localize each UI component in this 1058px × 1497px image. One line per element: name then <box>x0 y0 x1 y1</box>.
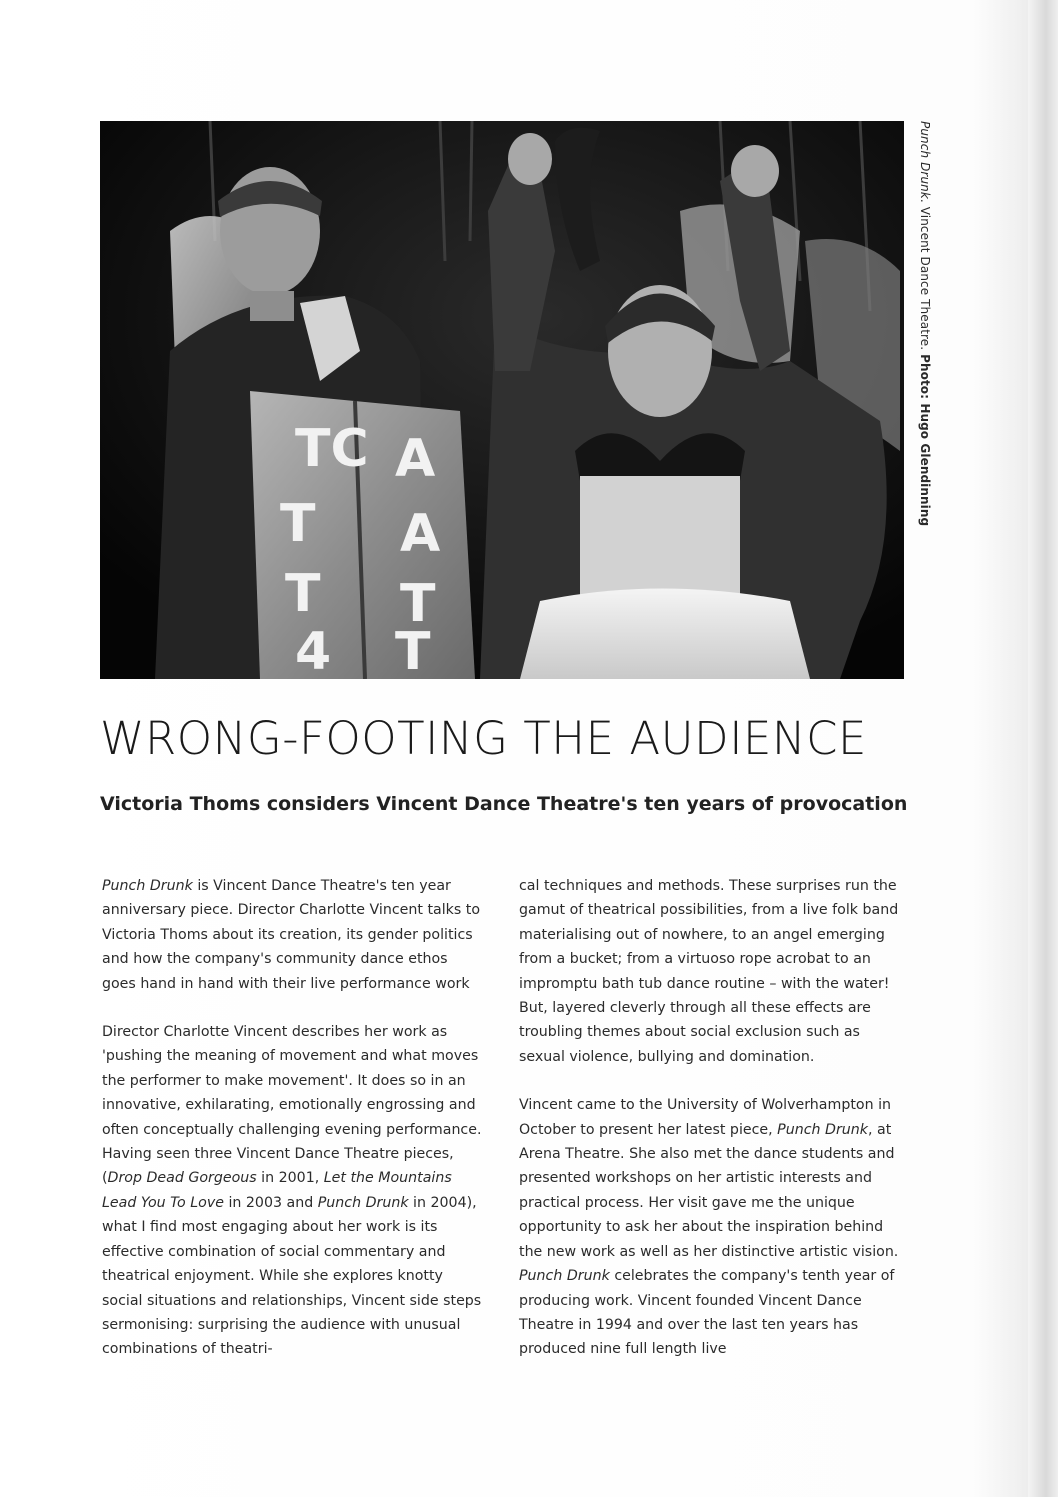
board-letter: T <box>395 622 431 679</box>
work-title: Punch Drunk <box>777 1121 868 1138</box>
board-letter: T <box>285 564 321 624</box>
cardboard-sign <box>250 391 475 679</box>
board-letter: 4 <box>295 622 332 679</box>
body-text: , at Arena Theatre. She also met the dance students and presented workshops on her artistic interests and practical process. Her visit gave me the unique opportunity to ask her about the inspiration behind the new work as well as her distinctive artistic vision. <box>519 1121 899 1260</box>
intro-paragraph <box>102 874 482 996</box>
body-text: celebrates the company's tenth year of producing work. Vincent founded Vincent Dance Theatre in 1994 and over the last ten years has produced nine full length live <box>519 1268 895 1358</box>
article-title: WRONG-FOOTING THE AUDIENCE <box>100 712 867 765</box>
body-paragraph <box>102 1020 482 1362</box>
body-text: in 2004), what I find most engaging about her work is its effective combination of social commentary and theatrical enjoyment. While she explores knotty social situations and relationships, Vincent side steps sermonising: surprising the audience with unusual combinations of theatri- <box>102 1194 482 1358</box>
caption-show-title: Punch Drunk <box>918 121 932 199</box>
body-text: Director Charlotte Vincent describes her work as 'pushing the meaning of movement and what moves the performer to make movement'. It does so in an innovative, exhilarating, emotionally engrossing and often conceptually challenging evening performance. Having seen three Vincent Dance Theatre pieces, ( <box>102 1024 482 1187</box>
board-letter: TC <box>295 419 369 479</box>
text-column-right <box>519 874 899 1386</box>
show-title-ref: Punch Drunk <box>102 878 193 894</box>
photo-caption <box>918 121 932 526</box>
page-edge-shadow <box>1028 0 1058 1497</box>
performance-photo-illustration <box>100 121 904 679</box>
body-text: Vincent came to the University of Wolverhampton in October to present her latest piece, <box>519 1097 891 1138</box>
intro-text: is Vincent Dance Theatre's ten year anniversary piece. Director Charlotte Vincent talks to Victoria Thoms about its creation, its gender politics and how the company's community dance ethos goes hand in hand with their live performance work <box>102 878 481 992</box>
work-title: Let the Mountains Lead You To Love <box>102 1170 452 1211</box>
work-title: Punch Drunk <box>317 1194 409 1211</box>
text-column-left <box>102 874 482 1386</box>
article-subtitle: Victoria Thoms considers Vincent Dance Theatre's ten years of provocation <box>100 793 908 815</box>
board-letter: T <box>400 574 436 634</box>
caption-credit: Photo: Hugo Glendinning <box>918 354 932 527</box>
board-letter: T <box>280 494 316 554</box>
work-title: Punch Drunk <box>519 1268 610 1285</box>
body-text: in 2001, <box>256 1170 324 1187</box>
caption-company: . Vincent Dance Theatre. <box>918 198 932 355</box>
performance-photo <box>100 121 904 679</box>
body-text: cal techniques and methods. These surprises run the gamut of theatrical possibilities, from a live folk band materialising out of nowhere, to an angel emerging from a bucket; from a virtuoso rope acrobat to an impromptu bath tub dance routine – with the water! But, layered cleverly through all these effects are troubling themes about social exclusion such as sexual violence, bullying and domination. <box>519 878 899 1065</box>
body-text: in 2003 and <box>223 1194 318 1211</box>
body-paragraph <box>519 874 899 1069</box>
board-letter: A <box>400 504 441 564</box>
body-paragraph <box>519 1093 899 1361</box>
work-title: Drop Dead Gorgeous <box>107 1170 257 1187</box>
board-letter: A <box>395 429 436 489</box>
